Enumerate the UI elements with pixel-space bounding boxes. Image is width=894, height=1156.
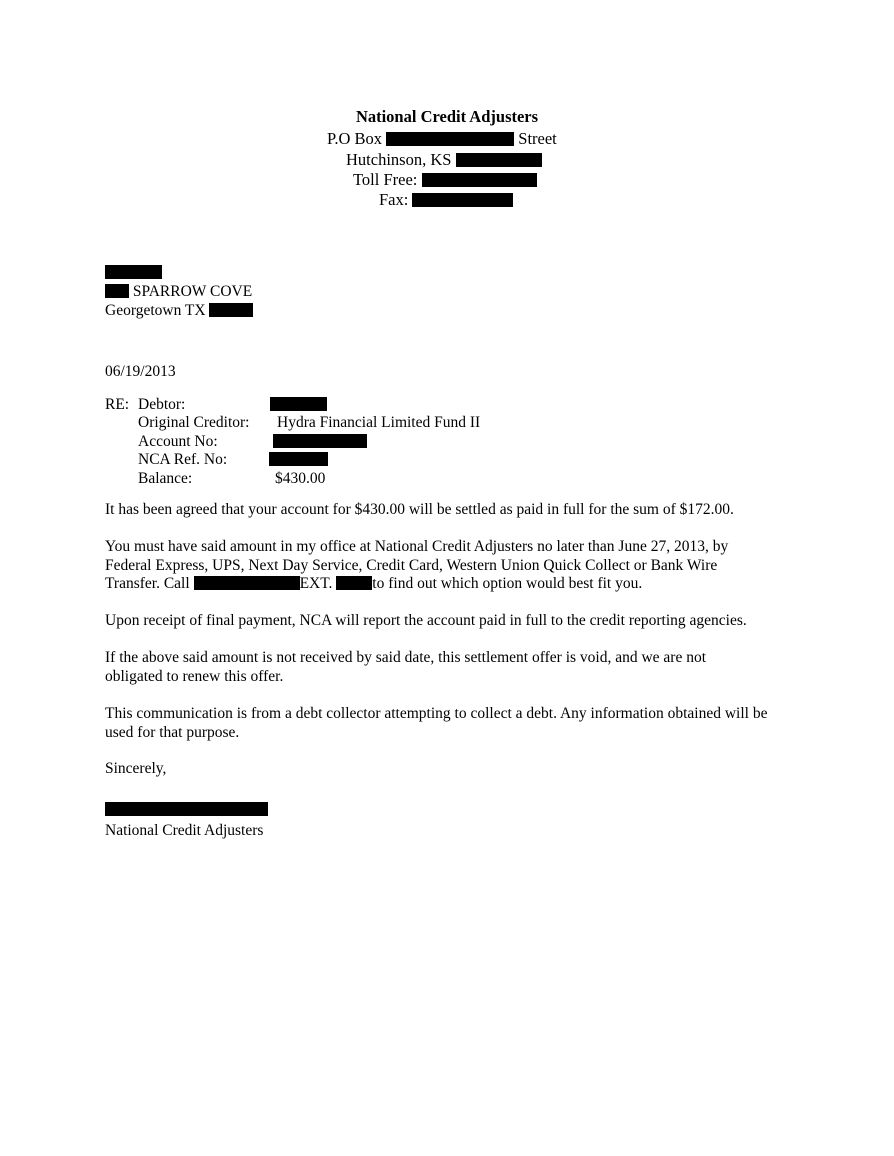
po-box-prefix: P.O Box: [327, 129, 383, 148]
payment-ext-label: EXT.: [299, 575, 333, 592]
signature-company: National Credit Adjusters: [105, 822, 264, 839]
redaction-box: [336, 576, 372, 590]
recipient-city-text: Georgetown TX: [105, 302, 206, 319]
re-account-no-value: [273, 432, 367, 451]
redaction-box: [456, 153, 542, 167]
re-nca-ref-value: [269, 450, 328, 469]
letterhead-po-box: [327, 129, 557, 148]
re-account-no-label: Account No:: [138, 433, 218, 450]
body-paragraph-reporting: Upon receipt of final payment, NCA will report the account paid in full to the credit reporting agencies.: [105, 612, 747, 629]
re-prefix: RE:: [105, 396, 130, 413]
payment-line-3: [105, 575, 785, 594]
recipient-name: [105, 263, 162, 282]
re-balance-label: Balance:: [138, 470, 193, 487]
body-paragraph-void-notice: If the above said amount is not received by said date, this settlement offer is void, and we are not obligated to renew this offer.: [105, 649, 707, 685]
re-debtor-value: [270, 395, 327, 414]
letterhead-city-state: [346, 150, 542, 169]
payment-line-2: Federal Express, UPS, Next Day Service, Credit Card, Western Union Quick Collect or Bank Wire: [105, 556, 718, 574]
redaction-box: [422, 173, 537, 187]
re-nca-ref-label: NCA Ref. No:: [138, 451, 228, 468]
street-name: SPARROW COVE: [132, 283, 253, 300]
recipient-street: [105, 282, 252, 301]
recipient-city-state: [105, 301, 253, 320]
fax-label: Fax:: [379, 190, 409, 209]
payment-call-prefix: Transfer. Call: [105, 575, 190, 592]
re-original-creditor-value: Hydra Financial Limited Fund II: [277, 414, 481, 431]
re-original-creditor-label: Original Creditor:: [138, 414, 250, 431]
letterhead-toll-free: [353, 170, 537, 189]
letter-date: 06/19/2013: [105, 363, 176, 380]
body-paragraph-settlement: It has been agreed that your account for $430.00 will be settled as paid in full for the sum of $172.00.: [105, 501, 734, 518]
re-debtor-label: Debtor:: [138, 396, 186, 413]
payment-line-1: You must have said amount in my office at National Credit Adjusters no later than June 27, 2013, by: [105, 538, 729, 555]
redaction-box: [386, 132, 514, 146]
po-box-suffix: Street: [518, 129, 557, 148]
closing-salutation: Sincerely,: [105, 760, 167, 777]
letterhead-company: National Credit Adjusters: [355, 107, 539, 126]
city-state-text: Hutchinson, KS: [346, 150, 452, 169]
redaction-box: [412, 193, 513, 207]
signature-name: [105, 800, 268, 819]
redaction-box: [105, 802, 268, 816]
payment-call-suffix: to find out which option would best fit you.: [372, 575, 643, 592]
redaction-box: [270, 397, 327, 411]
re-balance-value: $430.00: [275, 470, 326, 487]
body-paragraph-debt-collector-notice: This communication is from a debt collector attempting to collect a debt. Any information obtained will be used for that purpose.: [105, 705, 768, 741]
toll-free-label: Toll Free:: [353, 170, 418, 189]
redaction-box: [269, 452, 328, 466]
redaction-box: [209, 303, 253, 317]
body-paragraph-payment: [105, 538, 785, 594]
redaction-box: [105, 265, 162, 279]
letterhead-fax: [379, 190, 513, 209]
redaction-box: [273, 434, 367, 448]
redaction-box: [194, 576, 300, 590]
redaction-box: [105, 284, 129, 298]
